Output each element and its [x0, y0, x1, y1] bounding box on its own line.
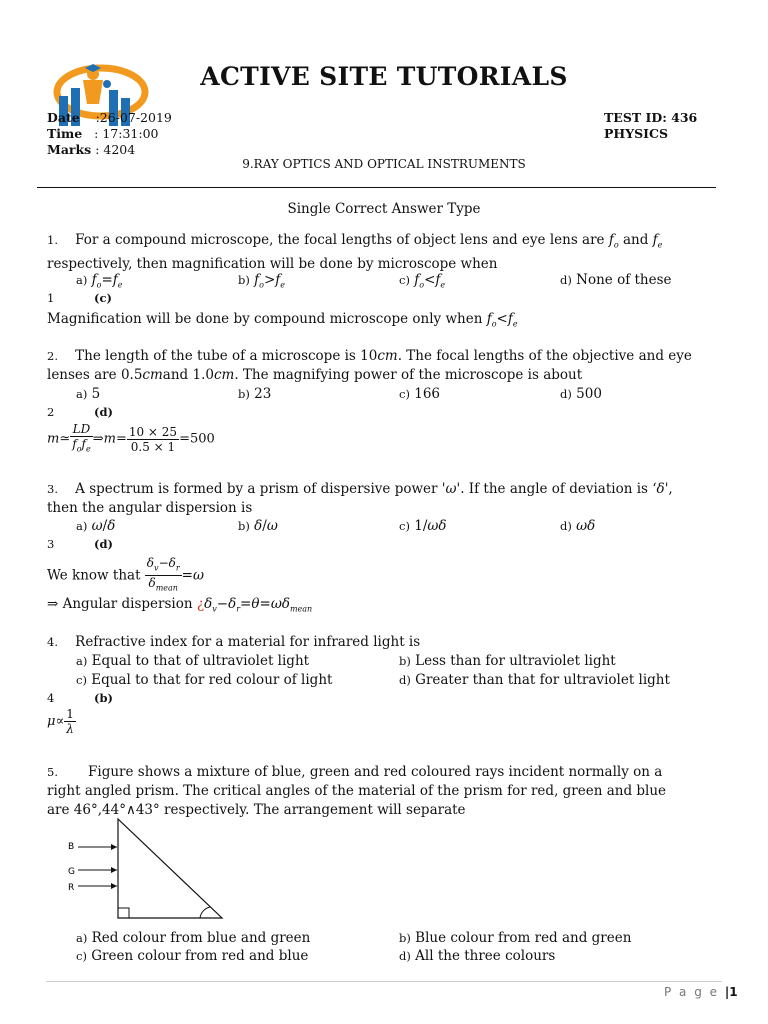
q1-option-d: [560, 271, 672, 289]
q3-answer: (d): [94, 537, 113, 551]
q4-opt-b-label: b): [399, 654, 411, 668]
test-info: [604, 110, 697, 142]
q1-option-b: b) $f_o>f_e$: [238, 272, 286, 290]
time-line: [47, 126, 158, 142]
q4-opt-c-label: c): [76, 673, 87, 687]
header-divider: [37, 187, 716, 188]
test-id: TEST ID: 436: [604, 110, 698, 125]
q1-opt-d-text: None of these: [576, 272, 672, 288]
section-title: Single Correct Answer Type: [287, 201, 481, 217]
q2-answer: (d): [94, 405, 113, 419]
angle-arc: [200, 907, 210, 918]
q1-text-b: and: [622, 232, 649, 248]
q3-opt-c-label: c): [399, 519, 410, 533]
q1-answer: (c): [94, 291, 112, 305]
marks-line: [47, 142, 135, 158]
q2-option-a: [76, 385, 100, 403]
q3-solution-a: We know that $\frac{\delta_v-\delta_r}{\delta_{mean}}$ =ω: [47, 556, 204, 593]
q2-number: 2.: [47, 349, 58, 363]
q4-opt-d-label: d): [399, 673, 411, 687]
q2-tube-len: 10: [360, 348, 378, 364]
page-label: P a g e: [664, 985, 720, 999]
date-label: Date: [47, 110, 80, 125]
time-label: Time: [47, 126, 83, 141]
q4-text: Refractive index for a material for infrared light is: [75, 634, 421, 650]
q4-opt-d-text: Greater than that for ultraviolet light: [415, 672, 670, 688]
ray-red-arrow: [111, 883, 117, 889]
q2-text-a: The length of the tube of a microscope is: [75, 348, 356, 364]
ray-green-arrow: [111, 867, 117, 873]
q3-opt-b-label: b): [238, 519, 250, 533]
q1-fo: $f_o$: [608, 232, 619, 250]
q3-option-d: d) ωδ: [560, 518, 596, 534]
q1-fe: $f_e$: [652, 232, 663, 250]
q4-option-a: [76, 652, 309, 670]
q4-number: 4.: [47, 635, 58, 649]
q1-text-c: respectively, then magnification will be done by microscope when: [47, 255, 498, 272]
q2-opt-a-label: a): [76, 387, 88, 401]
ray-label-g: G: [68, 867, 75, 877]
q5-text-d: respectively. The arrangement will separate: [164, 802, 466, 818]
q2-opt-b-label: b): [238, 387, 250, 401]
q2-opt-b-text: 23: [254, 386, 272, 402]
question-5: 5. Figure shows a mixture of blue, green and red coloured rays incident normally on a right angled prism. The critical angles of the material of the prism for red, green and blue are 46°,44°∧43° respectively. The arrangement will separate: [47, 763, 737, 820]
q2-option-b: [238, 385, 271, 403]
q3-opt-d-label: d): [560, 519, 572, 533]
q5-opt-a-label: a): [76, 931, 88, 945]
q2-option-d: [560, 385, 602, 403]
q2-solution-numerator: 10 × 25: [128, 424, 178, 439]
prism-figure: [60, 812, 230, 924]
page-title: ACTIVE SITE TUTORIALS: [200, 62, 568, 91]
q4-answer: (b): [94, 691, 113, 705]
date-value: :26-07-2019: [95, 110, 172, 125]
time-value: : 17:31:00: [94, 126, 159, 141]
right-angle-mark: [118, 908, 129, 918]
q3-solution-b: ⇒ Angular dispersion ¿$\delta_v-\delta_r=\theta=\omega\delta_{mean}$: [47, 596, 313, 614]
q1-text-a: For a compound microscope, the focal lengths of object lens and eye lens are: [75, 232, 605, 248]
q1-solution: Magnification will be done by compound microscope only when $f_o<f_e$: [47, 311, 518, 329]
q2-f2: 1.0: [192, 367, 214, 383]
q2-opt-d-text: 500: [576, 386, 602, 402]
q4-opt-a-text: Equal to that of ultraviolet light: [91, 653, 310, 669]
q1-answer-number: 1: [47, 291, 55, 305]
q3-opt-a-label: a): [76, 519, 88, 533]
q5-opt-d-text: All the three colours: [415, 948, 556, 964]
q5-option-b: [399, 929, 631, 947]
q5-opt-b-text: Blue colour from red and green: [415, 930, 632, 946]
q5-option-c: [76, 947, 308, 965]
date-line: [47, 110, 172, 126]
q5-text-c: are: [47, 802, 70, 818]
marks-label: Marks: [47, 142, 92, 157]
q5-opt-c-text: Green colour from red and blue: [91, 948, 309, 964]
footer-divider: [46, 981, 722, 982]
question-1: [47, 231, 727, 274]
q5-opt-c-label: c): [76, 949, 87, 963]
q2-text-b: . The focal lengths of the objective and eye: [397, 348, 692, 364]
q4-opt-b-text: Less than for ultraviolet light: [415, 653, 616, 669]
q2-text-c: lenses are: [47, 367, 117, 383]
q2-answer-number: 2: [47, 405, 55, 419]
q1-option-a: a) $f_o=f_e$: [76, 272, 123, 290]
question-2: 2. The length of the tube of a microscope is 10cm. The focal lengths of the objective and eye lenses are 0.5cmand 1.0cm. The magnifying power of the microscope is about: [47, 348, 692, 383]
q5-opt-a-text: Red colour from blue and green: [91, 930, 311, 946]
q4-solution: μ∝ $\frac{1}{\lambda}$: [47, 707, 74, 736]
ray-label-b: B: [68, 842, 75, 852]
q5-option-a: [76, 929, 310, 947]
q3-number: 3.: [47, 482, 58, 496]
q1-opt-c-label: c): [399, 273, 410, 287]
q2-f1: 0.5: [120, 367, 143, 383]
q1-opt-b-label: b): [238, 273, 250, 287]
q2-opt-a-text: 5: [91, 386, 101, 402]
q3-option-c: c) 1/ωδ: [399, 518, 447, 534]
q4-opt-c-text: Equal to that for red colour of light: [91, 672, 333, 688]
q2-solution-result: =500: [179, 431, 215, 447]
q3-option-a: a) ω/δ: [76, 518, 116, 534]
page-separator: |: [724, 985, 730, 999]
q4-option-d: [399, 671, 670, 689]
q5-text-b: right angled prism. The critical angles of the material of the prism for red, green and blue: [47, 783, 667, 799]
q1-option-c: c) $f_o<f_e$: [399, 272, 446, 290]
chapter-title: 9.RAY OPTICS AND OPTICAL INSTRUMENTS: [242, 157, 526, 171]
q1-opt-a-label: a): [76, 273, 88, 287]
q2-text-e: . The magnifying power of the microscope is about: [234, 367, 583, 383]
q3-text-b: . If the angle of deviation is: [460, 481, 648, 497]
q2-opt-d-label: d): [560, 387, 572, 401]
q2-opt-c-text: 166: [414, 386, 441, 402]
q5-text-a: Figure shows a mixture of blue, green and red coloured rays incident normally on a: [88, 764, 663, 780]
q5-opt-d-label: d): [399, 949, 411, 963]
page-footer: [664, 985, 738, 999]
q4-opt-a-label: a): [76, 654, 88, 668]
q4-option-b: [399, 652, 616, 670]
ray-label-r: R: [68, 883, 75, 893]
q4-answer-number: 4: [47, 691, 55, 705]
question-3: 3. A spectrum is formed by a prism of dispersive power 'ω'. If the angle of deviation is ‘δ', then the angular dispersion is: [47, 480, 737, 518]
q2-option-c: [399, 385, 440, 403]
q3-solution-text-a: We know that: [47, 567, 141, 584]
q1-solution-text: Magnification will be done by compound microscope only when: [47, 311, 483, 327]
q3-text-a: A spectrum is formed by a prism of dispersive power: [75, 481, 438, 497]
q2-solution-denominator: 0.5 × 1: [130, 439, 176, 454]
marks-value: : 4204: [95, 142, 136, 157]
q3-option-b: b) δ/ω: [238, 518, 278, 534]
q2-solution: m≃ $\frac{LD}{f_of_e}$ ⇒m= $\frac{10 \times 25}{0.5 \times 1}$ =500: [47, 422, 215, 454]
q2-text-d: and: [162, 367, 189, 383]
ray-blue-arrow: [111, 844, 117, 850]
question-4: [47, 633, 420, 652]
q5-number: 5.: [47, 765, 58, 779]
q1-opt-d-label: d): [560, 273, 572, 287]
q5-option-d: [399, 947, 555, 965]
q3-solution-text-b: ⇒ Angular dispersion: [47, 596, 193, 612]
page-number: 1: [729, 985, 738, 999]
q4-option-c: [76, 671, 332, 689]
q3-answer-number: 3: [47, 537, 55, 551]
q3-text-c: then the angular dispersion is: [47, 500, 253, 516]
prism-triangle: [118, 819, 222, 918]
subject: PHYSICS: [604, 126, 668, 141]
q1-number: 1.: [47, 233, 58, 247]
q5-opt-b-label: b): [399, 931, 411, 945]
q2-opt-c-label: c): [399, 387, 410, 401]
